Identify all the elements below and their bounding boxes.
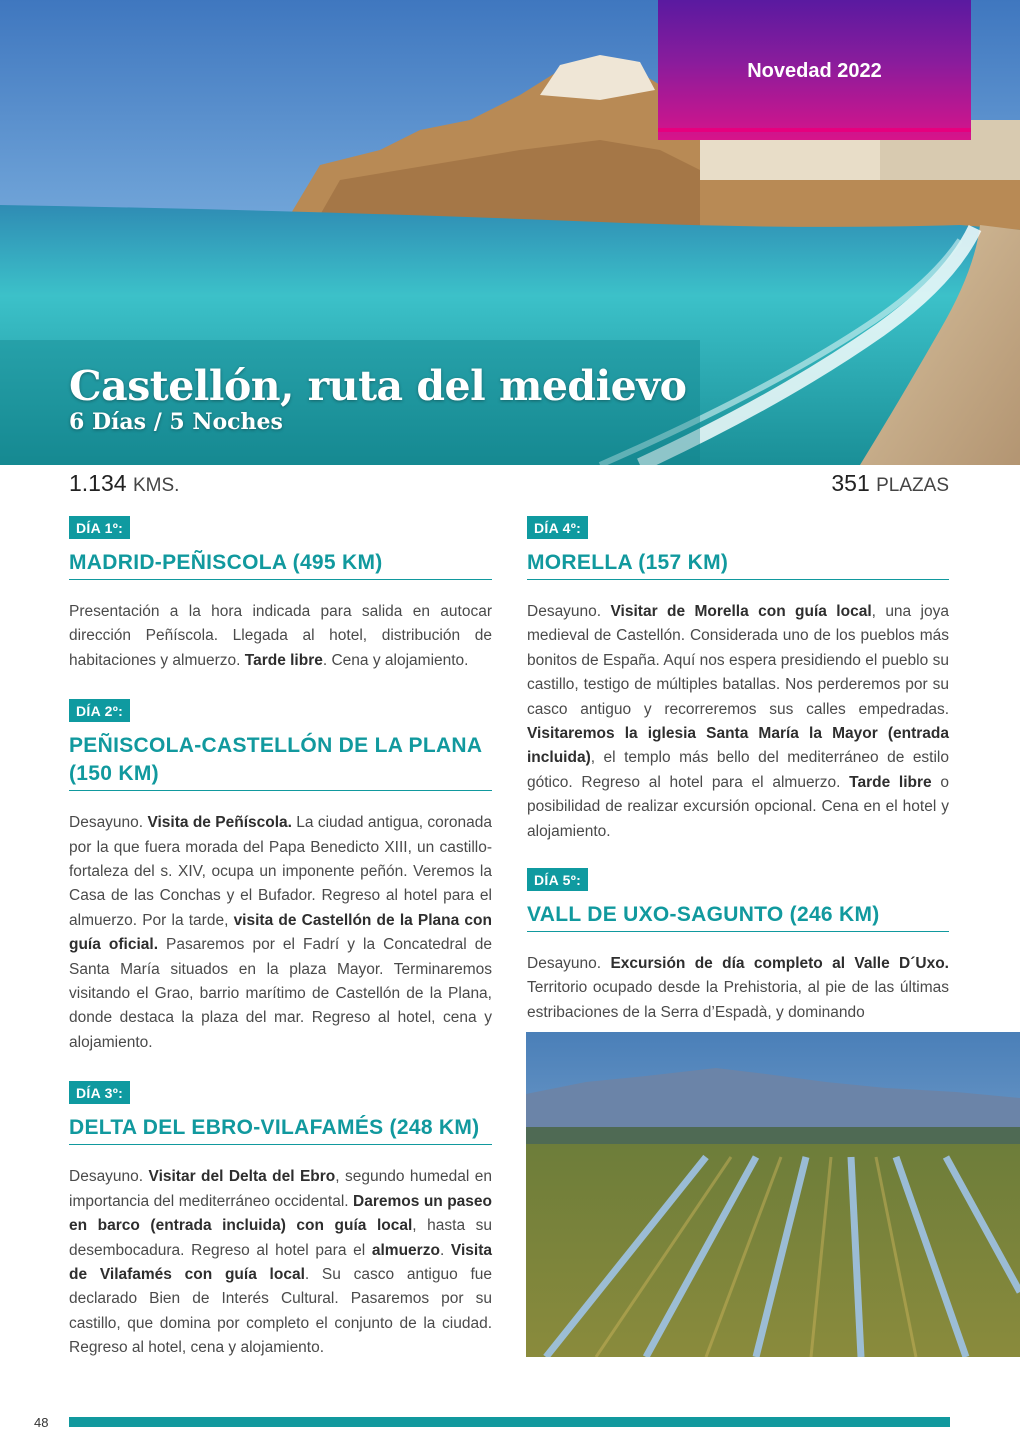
seats-unit: PLAZAS	[876, 475, 949, 496]
highlight-text: Visita de Peñíscola.	[147, 814, 292, 832]
day-title: VALL DE UXO-SAGUNTO (246 KM)	[527, 901, 949, 932]
body-text: , segundo humedal en importancia del mediterráneo occidental.	[69, 1168, 492, 1210]
body-text: , hasta su desembocadura. Regreso al hotel para el	[69, 1217, 492, 1259]
highlight-text: Tarde libre	[244, 651, 323, 669]
highlight-text: almuerzo	[371, 1241, 440, 1259]
seats-value: 351	[831, 470, 870, 496]
body-text: Presentación a la hora indicada para salida en autocar dirección Peñíscola. Llegada al hotel, distribución de habitaciones y almuerzo.	[69, 603, 492, 669]
body-text: Desayuno.	[69, 814, 148, 832]
day-2-section	[69, 699, 492, 1055]
day-description	[69, 1165, 492, 1360]
day-description	[527, 952, 949, 1025]
body-text: La ciudad antigua, coronada por la que fuera morada del Papa Benedicto XIII, un castillo-fortaleza del s. XIV, ocupa un imponente peñón. Veremos la Casa de las Conchas y el Bufador. Regreso al hotel para el almuerzo. Por la tarde,	[69, 814, 492, 929]
body-text: Pasaremos por el Fadrí y la Concatedral de Santa María situados en la plaza Mayor. Terminaremos visitando el Grao, barrio marítimo de Castellón de la Plana, donde destaca la plaza del mar. Regreso al hotel, cena y alojamiento.	[69, 936, 492, 1051]
day-tag: DÍA 2º:	[69, 699, 130, 722]
page-title: Castellón, ruta del medievo	[69, 362, 687, 410]
highlight-text: Visitar de Morella con guía local	[610, 603, 872, 620]
body-text: , el templo más bello del mediterráneo de estilo gótico. Regreso al hotel para el almuerzo.	[527, 749, 949, 791]
delta-ebro-photo	[526, 1032, 1020, 1357]
day-tag: DÍA 5º:	[527, 868, 588, 891]
day-title: DELTA DEL EBRO-VILAFAMÉS (248 KM)	[69, 1114, 492, 1145]
highlight-text: visita de Castellón de la Plana con guía oficial.	[69, 911, 492, 954]
body-text: Territorio ocupado desde la Prehistoria, al pie de las últimas estribaciones de la Serra d’Espadà, y dominando	[527, 979, 949, 1021]
day-title: MORELLA (157 KM)	[527, 549, 949, 580]
day-description	[69, 811, 492, 1055]
itinerary-right-column	[527, 516, 949, 1025]
novelty-badge-text: Novedad 2022	[747, 60, 882, 82]
highlight-text: Visitaremos la iglesia Santa María la Mayor (entrada incluida)	[527, 725, 949, 767]
body-text: . Cena y alojamiento.	[322, 651, 469, 669]
distance-value: 1.134	[69, 470, 127, 496]
day-description	[527, 600, 949, 844]
footer-bar	[69, 1417, 950, 1427]
highlight-text: Excursión de día completo al Valle D´Uxo.	[610, 955, 949, 973]
highlight-text: Visitar del Delta del Ebro	[148, 1168, 336, 1186]
day-tag: DÍA 3º:	[69, 1081, 130, 1104]
rice-fields-landscape	[526, 1032, 1020, 1357]
day-title: PEÑISCOLA-CASTELLÓN DE LA PLANA (150 KM)	[69, 732, 492, 791]
body-text: Desayuno.	[527, 955, 611, 973]
day-5-section	[527, 868, 949, 1025]
body-text: .	[439, 1241, 451, 1259]
day-tag: DÍA 1º:	[69, 516, 130, 539]
body-text: Desayuno.	[527, 603, 611, 620]
distance-unit: KMS.	[132, 475, 180, 496]
highlight-text: Daremos un paseo en barco (entrada incluida) con guía local	[69, 1192, 492, 1235]
day-tag: DÍA 4º:	[527, 516, 588, 539]
seats-stat	[831, 470, 949, 497]
day-description	[69, 600, 492, 673]
badge-underline	[658, 128, 971, 132]
body-text: , una joya medieval de Castellón. Considerada uno de los pueblos más bonitos de España. Aquí nos espera presidiendo el pueblo su castillo, testigo de múltiples batallas. Nos perderemos por su casco antiguo y recorreremos sus calles empedradas.	[527, 603, 949, 718]
hero-image	[0, 0, 1020, 465]
day-3-section	[69, 1081, 492, 1360]
page-number: 48	[34, 1415, 49, 1430]
itinerary-left-column	[69, 516, 492, 1361]
novelty-badge	[658, 0, 971, 140]
body-text: o posibilidad de realizar excursión opcional. Cena en el hotel y alojamiento.	[527, 773, 949, 840]
day-1-section	[69, 516, 492, 673]
highlight-text: Visita de Vilafamés con guía local	[69, 1241, 492, 1283]
day-title: MADRID-PEÑISCOLA (495 KM)	[69, 549, 492, 580]
body-text: Desayuno.	[69, 1168, 149, 1186]
highlight-text: Tarde libre	[849, 773, 932, 791]
day-4-section	[527, 516, 949, 844]
distance-stat	[69, 470, 179, 497]
body-text: . Su casco antiguo fue declarado Bien de Interés Cultural. Pasaremos por su castillo, que domina por completo el conjunto de la ciudad. Regreso al hotel, cena y alojamiento.	[69, 1265, 492, 1357]
trip-duration: 6 Días / 5 Noches	[69, 409, 283, 435]
